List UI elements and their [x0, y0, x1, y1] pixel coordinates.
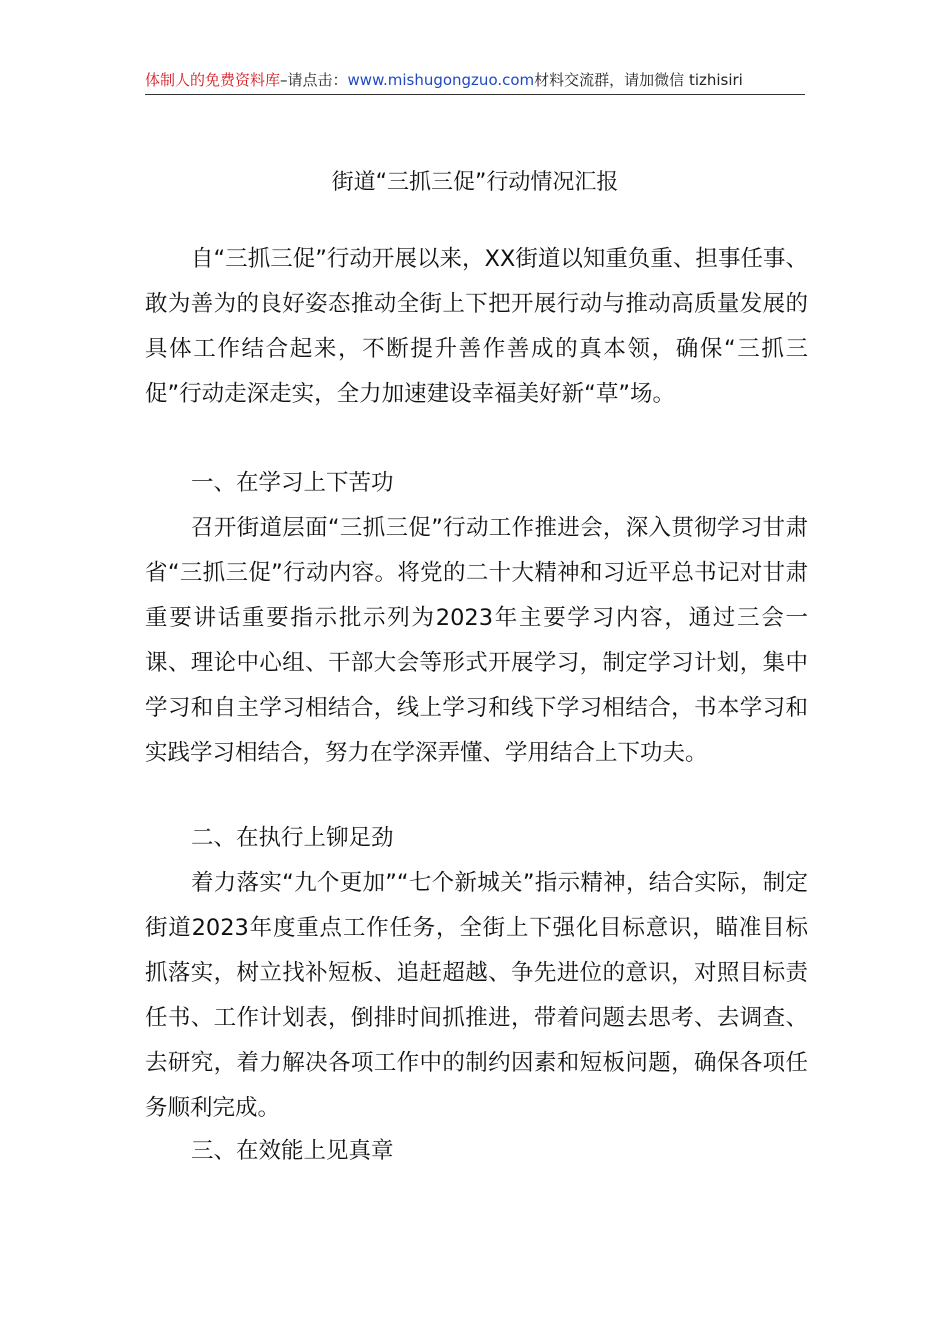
header-url-link[interactable]: www.mishugongzuo.com: [347, 71, 535, 89]
section-3-heading: 三、在效能上见真章: [191, 1138, 394, 1164]
section-2-heading: 二、在执行上铆足劲: [191, 825, 394, 851]
header-prompt: –请点击：: [280, 71, 348, 89]
section-2-paragraph: 着力落实“九个更加”“七个新城关”指示精神，结合实际，制定街道2023年度重点工作任务，全街上下强化目标意识，瞄准目标抓落实，树立找补短板、追赶超越、争先进位的意识，对照目标责任书、工作计划表，倒排时间抓推进，带着问题去思考、去调查、去研究，着力解决各项工作中的制约因素和短板问题，确保各项任务顺利完成。: [145, 870, 808, 1121]
section-1-heading: 一、在学习上下苦功: [191, 470, 394, 496]
header-site-name[interactable]: 体制人的免费资料库: [145, 71, 281, 89]
header-contact-text: 材料交流群，请加微信 tizhisiri: [534, 71, 743, 89]
document-title: 街道“三抓三促”行动情况汇报: [331, 170, 619, 195]
page-header: [145, 66, 805, 95]
intro-paragraph: 自“三抓三促”行动开展以来，XX街道以知重负重、担事任事、敢为善为的良好姿态推动全街上下把开展行动与推动高质量发展的具体工作结合起来，不断提升善作善成的真本领，确保“三抓三促”行动走深走实，全力加速建设幸福美好新“草”场。: [145, 246, 808, 407]
section-1-paragraph: 召开街道层面“三抓三促”行动工作推进会，深入贯彻学习甘肃省“三抓三促”行动内容。将党的二十大精神和习近平总书记对甘肃重要讲话重要指示批示列为2023年主要学习内容，通过三会一课、理论中心组、干部大会等形式开展学习，制定学习计划，集中学习和自主学习相结合，线上学习和线下学习相结合，书本学习和实践学习相结合，努力在学深弄懂、学用结合上下功夫。: [145, 515, 808, 766]
